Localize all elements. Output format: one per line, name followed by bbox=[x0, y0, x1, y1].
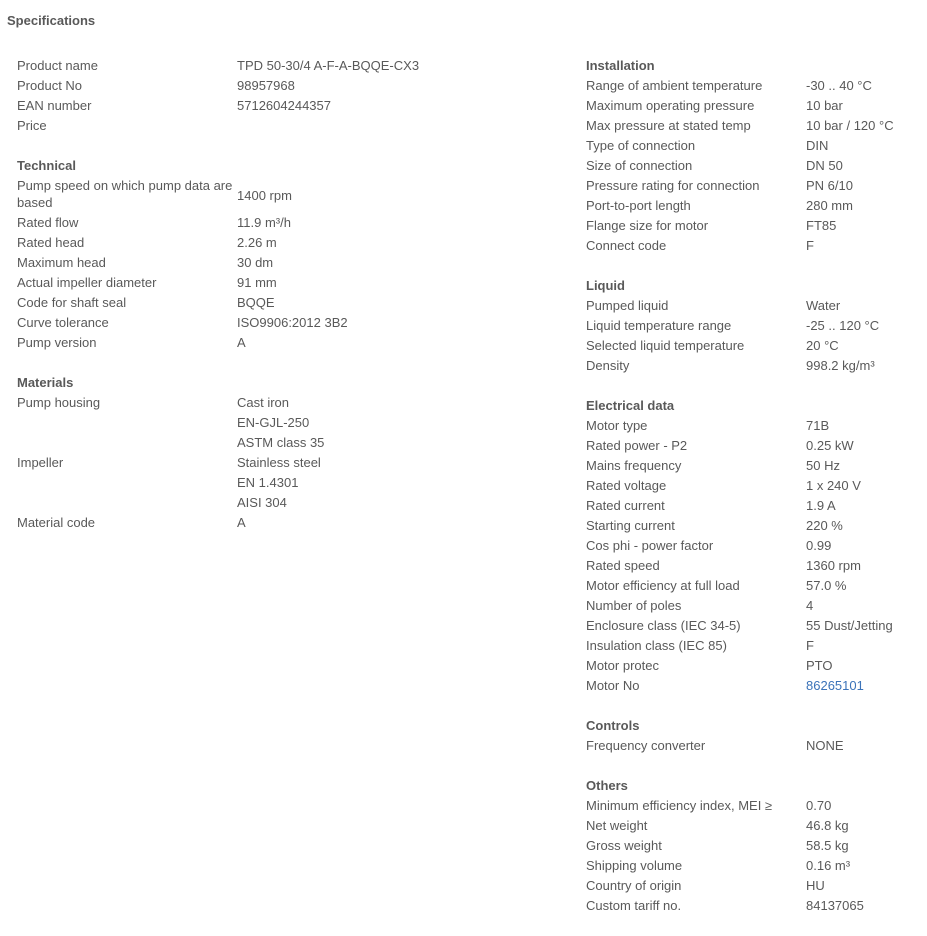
spec-value: 1360 rpm bbox=[806, 558, 861, 573]
spec-label: Motor type bbox=[586, 418, 648, 433]
general-section bbox=[17, 56, 557, 136]
spec-label: Enclosure class (IEC 34-5) bbox=[586, 618, 741, 633]
spec-value: ISO9906:2012 3B2 bbox=[237, 315, 348, 330]
spec-value: F bbox=[806, 238, 814, 253]
spec-label: Rated head bbox=[17, 235, 85, 250]
spec-label: Maximum head bbox=[17, 255, 106, 270]
spec-label: Rated power - P2 bbox=[586, 438, 688, 453]
spec-value: 2.26 m bbox=[237, 235, 277, 250]
spec-label bbox=[17, 473, 237, 493]
materials-section bbox=[17, 373, 557, 533]
spec-row bbox=[586, 196, 921, 216]
spec-label: Country of origin bbox=[586, 878, 682, 893]
spec-label: Liquid temperature range bbox=[586, 318, 732, 333]
spec-row-ean-number bbox=[17, 96, 557, 116]
spec-label: Type of connection bbox=[586, 138, 696, 153]
spec-value: EN-GJL-250 bbox=[237, 415, 310, 430]
spec-value: DN 50 bbox=[806, 158, 843, 173]
spec-value: 10 bar / 120 °C bbox=[806, 118, 894, 133]
spec-row-material-code bbox=[17, 513, 557, 533]
spec-label: Size of connection bbox=[586, 158, 693, 173]
spec-row bbox=[586, 216, 921, 236]
spec-value: EN 1.4301 bbox=[237, 475, 299, 490]
page-title: Specifications bbox=[7, 13, 96, 28]
spec-value: 4 bbox=[806, 598, 814, 613]
spec-value: 71B bbox=[806, 418, 830, 433]
spec-row-curve-tolerance bbox=[17, 313, 557, 333]
spec-label: Actual impeller diameter bbox=[17, 275, 157, 290]
spec-row bbox=[586, 596, 921, 616]
spec-row bbox=[586, 176, 921, 196]
spec-label: Port-to-port length bbox=[586, 198, 691, 213]
spec-row bbox=[586, 736, 921, 756]
spec-value: Cast iron bbox=[237, 395, 290, 410]
left-column bbox=[17, 56, 557, 553]
spec-label: Flange size for motor bbox=[586, 218, 709, 233]
spec-value: 1 x 240 V bbox=[806, 478, 861, 493]
spec-row bbox=[586, 896, 921, 916]
section-title-controls: Controls bbox=[586, 718, 640, 733]
spec-value: 0.16 m³ bbox=[806, 858, 851, 873]
spec-value: TPD 50-30/4 A-F-A-BQQE-CX3 bbox=[237, 58, 420, 73]
spec-label: Code for shaft seal bbox=[17, 295, 127, 310]
spec-label: Pumped liquid bbox=[586, 298, 669, 313]
spec-row bbox=[586, 476, 921, 496]
spec-value: 50 Hz bbox=[806, 458, 840, 473]
spec-label: Material code bbox=[17, 515, 96, 530]
spec-row-impeller-2 bbox=[17, 473, 557, 493]
spec-label: Rated current bbox=[586, 498, 665, 513]
spec-value: 91 mm bbox=[237, 275, 277, 290]
spec-value: AISI 304 bbox=[237, 495, 287, 510]
spec-row bbox=[586, 456, 921, 476]
spec-label bbox=[17, 413, 237, 433]
spec-label: Custom tariff no. bbox=[586, 898, 682, 913]
spec-row-pump-housing-3 bbox=[17, 433, 557, 453]
spec-label bbox=[17, 493, 237, 513]
spec-label: Net weight bbox=[586, 818, 648, 833]
spec-row bbox=[586, 796, 921, 816]
spec-row bbox=[586, 96, 921, 116]
section-title-technical: Technical bbox=[17, 158, 77, 173]
spec-value: 57.0 % bbox=[806, 578, 847, 593]
spec-label: Mains frequency bbox=[586, 458, 682, 473]
spec-label: Selected liquid temperature bbox=[586, 338, 745, 353]
spec-row bbox=[586, 636, 921, 656]
spec-value: FT85 bbox=[806, 218, 837, 233]
spec-label: Pump housing bbox=[17, 395, 101, 410]
spec-value: Water bbox=[806, 298, 841, 313]
spec-row bbox=[586, 76, 921, 96]
spec-value: DIN bbox=[806, 138, 829, 153]
section-title-liquid: Liquid bbox=[586, 278, 625, 293]
spec-label: Density bbox=[586, 358, 630, 373]
spec-label: Product name bbox=[17, 58, 98, 73]
spec-value: 0.70 bbox=[806, 798, 832, 813]
spec-row-impeller-3 bbox=[17, 493, 557, 513]
spec-label: Curve tolerance bbox=[17, 315, 109, 330]
spec-row bbox=[586, 656, 921, 676]
spec-row bbox=[586, 616, 921, 636]
spec-value: 55 Dust/Jetting bbox=[806, 618, 893, 633]
spec-label: Insulation class (IEC 85) bbox=[586, 638, 727, 653]
spec-row-product-no bbox=[17, 76, 557, 96]
spec-row bbox=[586, 876, 921, 896]
spec-value: -30 .. 40 °C bbox=[806, 78, 872, 93]
spec-value: 46.8 kg bbox=[806, 818, 849, 833]
section-title-installation: Installation bbox=[586, 58, 655, 73]
spec-label: Minimum efficiency index, MEI ≥ bbox=[586, 798, 773, 813]
spec-row bbox=[586, 156, 921, 176]
section-title-others: Others bbox=[586, 778, 628, 793]
spec-label: Price bbox=[17, 118, 47, 133]
spec-label: Number of poles bbox=[586, 598, 682, 613]
spec-value: PN 6/10 bbox=[806, 178, 853, 193]
spec-value: BQQE bbox=[237, 295, 275, 310]
spec-value: 5712604244357 bbox=[237, 98, 331, 113]
spec-label: Shipping volume bbox=[586, 858, 683, 873]
section-title-materials: Materials bbox=[17, 375, 74, 390]
spec-row-pump-speed bbox=[17, 176, 557, 213]
spec-row-rated-head bbox=[17, 233, 557, 253]
spec-row bbox=[586, 356, 921, 376]
spec-label: Motor efficiency at full load bbox=[586, 578, 740, 593]
spec-label: Rated flow bbox=[17, 215, 79, 230]
spec-value: 11.9 m³/h bbox=[237, 215, 291, 230]
spec-value: 84137065 bbox=[806, 898, 864, 913]
spec-row bbox=[586, 836, 921, 856]
spec-label: Range of ambient temperature bbox=[586, 78, 763, 93]
spec-value bbox=[237, 116, 557, 136]
spec-value: PTO bbox=[806, 658, 833, 673]
spec-row bbox=[586, 336, 921, 356]
spec-row-shaft-seal bbox=[17, 293, 557, 313]
others-section bbox=[586, 776, 921, 916]
spec-value: 220 % bbox=[806, 518, 843, 533]
spec-value: A bbox=[237, 335, 246, 350]
spec-row-product-name bbox=[17, 56, 557, 76]
spec-row bbox=[586, 516, 921, 536]
spec-value: 10 bar bbox=[806, 98, 843, 113]
spec-label: Product No bbox=[17, 78, 83, 93]
installation-section bbox=[586, 56, 921, 256]
spec-value: 1.9 A bbox=[806, 498, 836, 513]
spec-row-pump-housing bbox=[17, 393, 557, 413]
spec-label: Motor No bbox=[586, 678, 640, 693]
spec-value: A bbox=[237, 515, 246, 530]
spec-value: ASTM class 35 bbox=[237, 435, 325, 450]
spec-row bbox=[586, 556, 921, 576]
technical-section bbox=[17, 156, 557, 353]
spec-row bbox=[586, 496, 921, 516]
spec-row-price bbox=[17, 116, 557, 136]
spec-label: Pressure rating for connection bbox=[586, 178, 760, 193]
spec-row bbox=[586, 816, 921, 836]
spec-label: Cos phi - power factor bbox=[586, 538, 714, 553]
spec-row bbox=[586, 576, 921, 596]
spec-row-impeller bbox=[17, 453, 557, 473]
spec-value: 1400 rpm bbox=[237, 187, 292, 203]
spec-value: 58.5 kg bbox=[806, 838, 849, 853]
spec-row-impeller-diameter bbox=[17, 273, 557, 293]
controls-section bbox=[586, 716, 921, 756]
spec-value: -25 .. 120 °C bbox=[806, 318, 880, 333]
spec-label bbox=[17, 433, 237, 453]
spec-value: 0.25 kW bbox=[806, 438, 854, 453]
right-column bbox=[586, 56, 921, 936]
spec-row-rated-flow bbox=[17, 213, 557, 233]
spec-label: Max pressure at stated temp bbox=[586, 118, 751, 133]
spec-label: Impeller bbox=[17, 455, 64, 470]
spec-value: 30 dm bbox=[237, 255, 274, 270]
spec-value: NONE bbox=[806, 738, 844, 753]
spec-value: Stainless steel bbox=[237, 455, 321, 470]
spec-label: Motor protec bbox=[586, 658, 659, 673]
spec-label: EAN number bbox=[17, 98, 92, 113]
spec-value: 280 mm bbox=[806, 198, 853, 213]
liquid-section bbox=[586, 276, 921, 376]
spec-value: 0.99 bbox=[806, 538, 832, 553]
spec-label: Pump speed on which pump data are based bbox=[17, 178, 233, 210]
spec-row-pump-housing-2 bbox=[17, 413, 557, 433]
spec-row bbox=[586, 136, 921, 156]
spec-value: 998.2 kg/m³ bbox=[806, 358, 875, 373]
spec-label: Connect code bbox=[586, 238, 667, 253]
spec-row-pump-version bbox=[17, 333, 557, 353]
spec-value: F bbox=[806, 638, 814, 653]
section-title-electrical: Electrical data bbox=[586, 398, 675, 413]
motor-number-link[interactable]: 86265101 bbox=[806, 678, 864, 693]
spec-row-motor-no bbox=[586, 676, 921, 696]
spec-value: 98957968 bbox=[237, 78, 295, 93]
spec-label: Gross weight bbox=[586, 838, 662, 853]
spec-label: Pump version bbox=[17, 335, 97, 350]
spec-row bbox=[586, 316, 921, 336]
spec-row bbox=[586, 436, 921, 456]
spec-value: 20 °C bbox=[806, 338, 839, 353]
spec-row bbox=[586, 416, 921, 436]
spec-row bbox=[586, 116, 921, 136]
spec-label: Starting current bbox=[586, 518, 675, 533]
spec-row bbox=[586, 236, 921, 256]
spec-row bbox=[586, 536, 921, 556]
spec-label: Frequency converter bbox=[586, 738, 706, 753]
spec-row-maximum-head bbox=[17, 253, 557, 273]
spec-row bbox=[586, 296, 921, 316]
spec-label: Rated voltage bbox=[586, 478, 667, 493]
spec-row bbox=[586, 856, 921, 876]
electrical-section bbox=[586, 396, 921, 696]
spec-value: HU bbox=[806, 878, 825, 893]
spec-label: Rated speed bbox=[586, 558, 660, 573]
spec-label: Maximum operating pressure bbox=[586, 98, 755, 113]
